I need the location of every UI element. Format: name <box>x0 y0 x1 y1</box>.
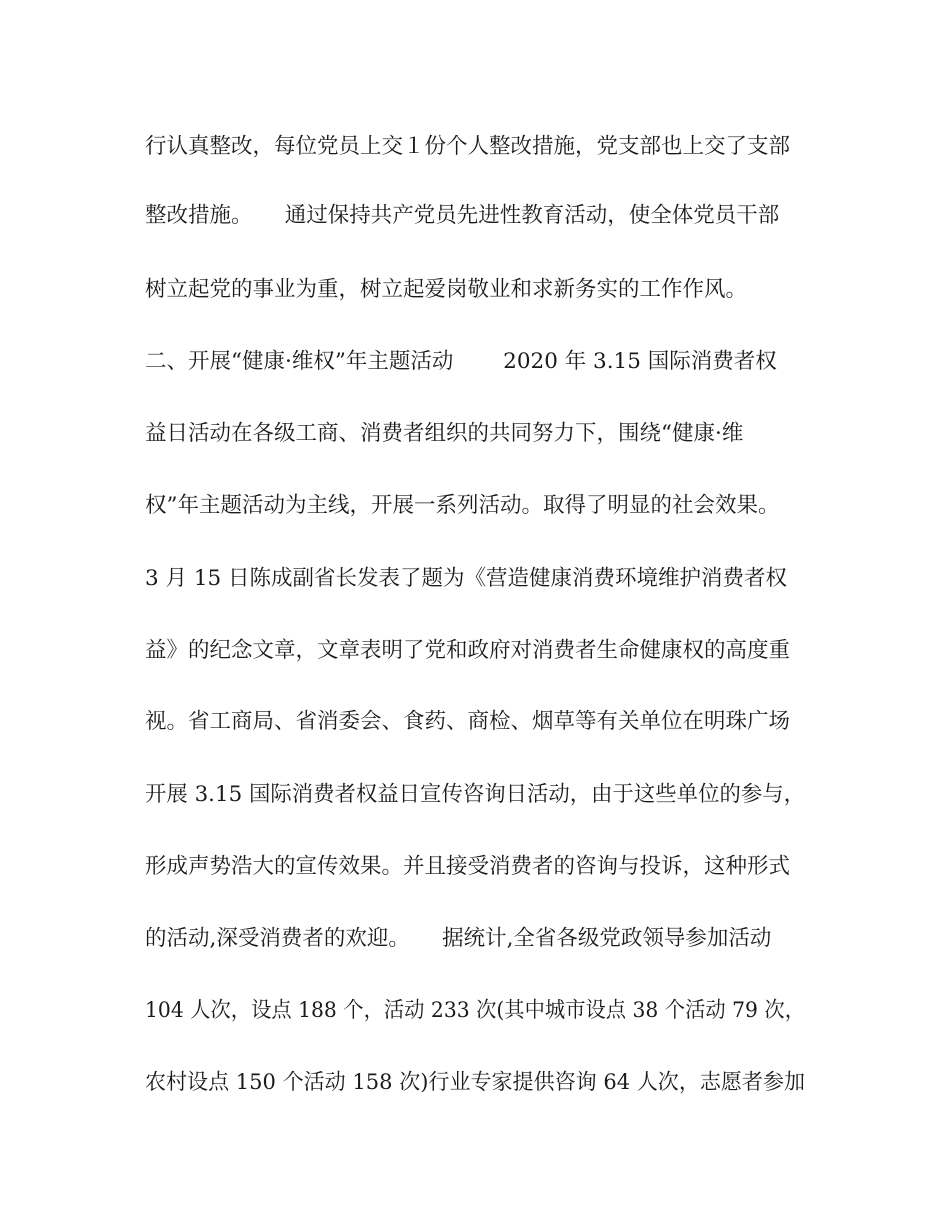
section-heading-line <box>145 342 805 382</box>
text-line-content: 树立起党的事业为重，树立起爱岗敬业和求新务实的工作作风。 <box>145 277 748 302</box>
text-line <box>145 127 805 167</box>
text-line-content: 的活动,深受消费者的欢迎。 据统计,全省各级党政领导参加活动 <box>145 926 772 951</box>
text-line <box>145 775 805 815</box>
text-line-content: 开展 3.15 国际消费者权益日宣传咨询日活动，由于这些单位的参与， <box>145 782 805 807</box>
text-line-content: 权”年主题活动为主线，开展一系列活动。取得了明显的社会效果。 <box>145 493 780 518</box>
text-line <box>145 196 805 236</box>
text-line-content: 益日活动在各级工商、消费者组织的共同努力下，围绕“健康·维 <box>145 421 744 446</box>
text-line <box>145 991 805 1031</box>
text-line-content: 农村设点 150 个活动 158 次)行业专家提供咨询 64 人次，志愿者参加 <box>145 1070 805 1095</box>
text-line-content: 二、开展“健康·维权”年主题活动 2020 年 3.15 国际消费者权 <box>145 349 777 374</box>
text-line-content: 整改措施。 通过保持共产党员先进性教育活动，使全体党员干部 <box>145 203 780 228</box>
text-line <box>145 847 805 887</box>
text-line <box>145 631 805 671</box>
text-line <box>145 1063 805 1103</box>
text-line <box>145 270 805 310</box>
text-line-content: 3 月 15 日陈成副省长发表了题为《营造健康消费环境维护消费者权 <box>145 566 788 591</box>
text-line-content: 形成声势浩大的宣传效果。并且接受消费者的咨询与投诉，这种形式 <box>145 854 791 879</box>
text-line-content: 行认真整改，每位党员上交１份个人整改措施，党支部也上交了支部 <box>145 134 791 159</box>
text-line <box>145 486 805 526</box>
text-line <box>145 559 805 599</box>
text-line <box>145 702 805 742</box>
text-line-content: 视。省工商局、省消委会、食药、商检、烟草等有关单位在明珠广场 <box>145 709 791 734</box>
text-line-content: 104 人次，设点 188 个，活动 233 次(其中城市设点 38 个活动 79 次， <box>145 998 805 1023</box>
text-line <box>145 414 805 454</box>
text-line <box>145 919 805 959</box>
text-line-content: 益》的纪念文章，文章表明了党和政府对消费者生命健康权的高度重 <box>145 638 791 663</box>
